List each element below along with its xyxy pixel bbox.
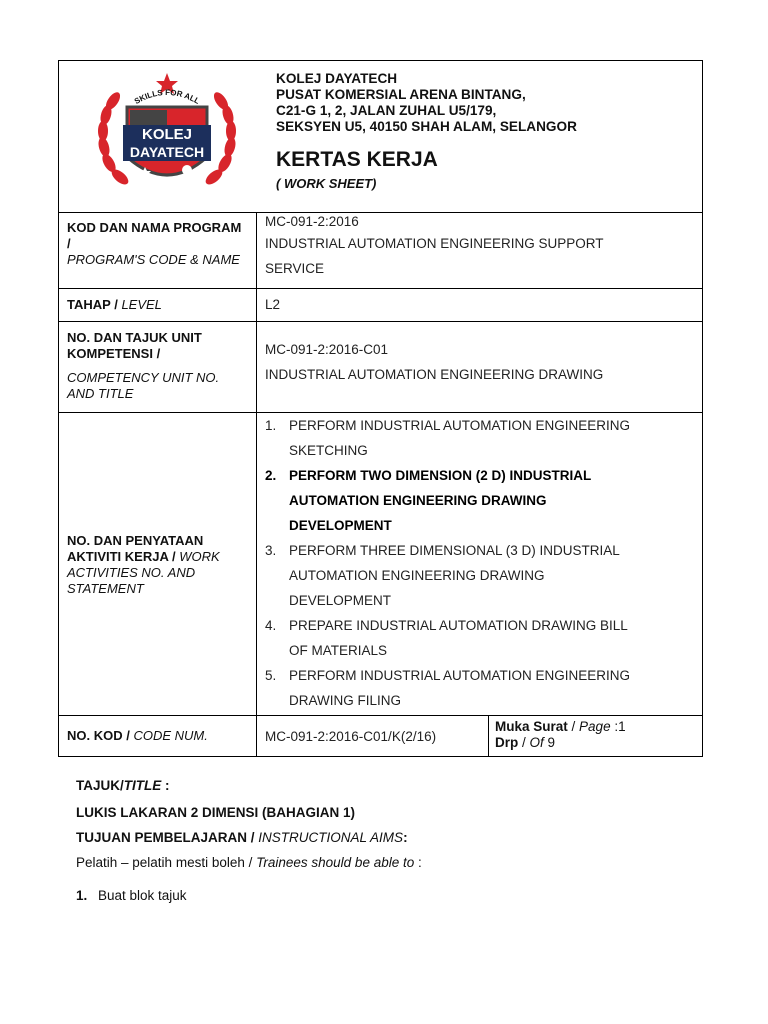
of-label: Drp bbox=[495, 735, 519, 750]
college-address bbox=[276, 71, 577, 135]
list-item bbox=[265, 463, 694, 538]
level-value: L2 bbox=[265, 297, 281, 312]
item-line: DEVELOPMENT bbox=[289, 518, 392, 533]
worksheet-title: LUKIS LAKARAN 2 DIMENSI (BAHAGIAN 1) bbox=[76, 805, 356, 820]
unit-value-cell bbox=[257, 322, 703, 413]
item-number: 2. bbox=[265, 468, 277, 483]
kolej-dayatech-logo bbox=[87, 71, 247, 201]
trainee-colon: : bbox=[414, 855, 422, 870]
of-label-en: Of bbox=[529, 735, 544, 750]
program-code: MC-091-2:2016 bbox=[265, 214, 359, 229]
page-number: :1 bbox=[614, 719, 626, 734]
aims-heading bbox=[76, 830, 408, 845]
program-label-en: PROGRAM'S CODE & NAME bbox=[67, 252, 240, 267]
level-label-en: LEVEL bbox=[121, 297, 162, 312]
page-label: Muka Surat bbox=[495, 719, 568, 734]
address-line: KOLEJ DAYATECH bbox=[276, 71, 398, 86]
program-label-cell bbox=[59, 213, 257, 289]
trainee-label-en: Trainees should be able to bbox=[256, 855, 415, 870]
item-line: DRAWING FILING bbox=[289, 693, 402, 708]
page-label-en: Page bbox=[579, 719, 611, 734]
logo-text-dayatech: DAYATECH bbox=[129, 144, 205, 160]
address-line: C21-G 1, 2, JALAN ZUHAL U5/179, bbox=[276, 103, 497, 118]
aim-item-number: 1. bbox=[76, 888, 88, 903]
unit-title: INDUSTRIAL AUTOMATION ENGINEERING DRAWING bbox=[265, 367, 604, 382]
worksheet-header-table bbox=[58, 60, 702, 757]
item-line: PERFORM THREE DIMENSIONAL (3 D) INDUSTRIAL bbox=[289, 543, 620, 558]
title-heading bbox=[76, 778, 170, 793]
program-value-cell bbox=[257, 213, 703, 289]
item-line: DEVELOPMENT bbox=[289, 593, 392, 608]
aims-label-en: INSTRUCTIONAL AIMS bbox=[258, 830, 404, 845]
unit-label-cell bbox=[59, 322, 257, 413]
aims-label: TUJUAN PEMBELAJARAN / bbox=[76, 830, 255, 845]
aim-item-text: Buat blok tajuk bbox=[98, 888, 187, 903]
aims-colon: : bbox=[403, 830, 408, 845]
item-number: 1. bbox=[265, 418, 277, 433]
item-number: 4. bbox=[265, 618, 277, 633]
document-title: KERTAS KERJA bbox=[276, 148, 438, 171]
list-item bbox=[265, 663, 694, 713]
address-line: PUSAT KOMERSIAL ARENA BINTANG, bbox=[276, 87, 526, 102]
page-info-cell: Muka Surat / Page :1 Drp / Of 9 bbox=[489, 716, 703, 757]
activities-label: NO. DAN PENYATAAN AKTIVITI KERJA / bbox=[67, 533, 204, 564]
unit-label-en: COMPETENCY UNIT NO. AND TITLE bbox=[67, 370, 220, 401]
trainee-statement bbox=[76, 855, 422, 870]
trainee-label: Pelatih – pelatih mesti boleh / bbox=[76, 855, 253, 870]
code-value-cell bbox=[257, 716, 489, 757]
logo-text-kolej: KOLEJ bbox=[141, 126, 193, 143]
level-label: TAHAP / bbox=[67, 297, 118, 312]
total-pages: 9 bbox=[547, 735, 556, 750]
item-line: PERFORM INDUSTRIAL AUTOMATION ENGINEERING bbox=[289, 668, 631, 683]
level-value-cell bbox=[257, 289, 703, 322]
code-value: MC-091-2:2016-C01/K(2/16) bbox=[265, 728, 437, 744]
activities-list bbox=[257, 413, 702, 713]
unit-label: NO. DAN TAJUK UNIT bbox=[67, 330, 202, 345]
header-cell bbox=[59, 61, 703, 213]
activities-label-en: ACTIVITIES NO. AND STATEMENT bbox=[67, 565, 196, 596]
unit-code: MC-091-2:2016-C01 bbox=[265, 342, 389, 357]
program-name-line: INDUSTRIAL AUTOMATION ENGINEERING SUPPORT bbox=[265, 236, 604, 251]
item-line: AUTOMATION ENGINEERING DRAWING bbox=[289, 568, 545, 583]
list-item bbox=[265, 413, 694, 463]
aim-item bbox=[76, 888, 187, 903]
program-name-line: SERVICE bbox=[265, 261, 325, 276]
item-line: OF MATERIALS bbox=[289, 643, 388, 658]
program-label: KOD DAN NAMA PROGRAM / bbox=[67, 220, 242, 251]
level-label-cell bbox=[59, 289, 257, 322]
svg-text:SKILLS FOR ALL bbox=[133, 88, 201, 106]
unit-label: KOMPETENSI / bbox=[67, 346, 161, 361]
code-label: NO. KOD / bbox=[67, 728, 130, 743]
code-label-cell bbox=[59, 716, 257, 757]
document-subtitle: ( WORK SHEET) bbox=[276, 176, 377, 191]
activities-label-en: WORK bbox=[179, 549, 220, 564]
address-line: SEKSYEN U5, 40150 SHAH ALAM, SELANGOR bbox=[276, 119, 577, 134]
activities-label-cell bbox=[59, 413, 257, 716]
item-line: PERFORM TWO DIMENSION (2 D) INDUSTRIAL bbox=[289, 468, 592, 483]
item-line: PREPARE INDUSTRIAL AUTOMATION DRAWING BILL bbox=[289, 618, 628, 633]
item-number: 5. bbox=[265, 668, 277, 683]
title-label-en: TITLE bbox=[123, 778, 162, 793]
list-item bbox=[265, 538, 694, 613]
logo-tagline: SKILLS FOR ALL bbox=[132, 87, 202, 106]
item-line: AUTOMATION ENGINEERING DRAWING bbox=[289, 493, 547, 508]
item-line: SKETCHING bbox=[289, 443, 368, 458]
item-line: PERFORM INDUSTRIAL AUTOMATION ENGINEERING bbox=[289, 418, 631, 433]
code-label-en: CODE NUM. bbox=[133, 728, 208, 743]
list-item bbox=[265, 613, 694, 663]
item-number: 3. bbox=[265, 543, 277, 558]
title-colon: : bbox=[161, 778, 170, 793]
title-label: TAJUK/ bbox=[76, 778, 124, 793]
activities-value-cell bbox=[257, 413, 703, 716]
